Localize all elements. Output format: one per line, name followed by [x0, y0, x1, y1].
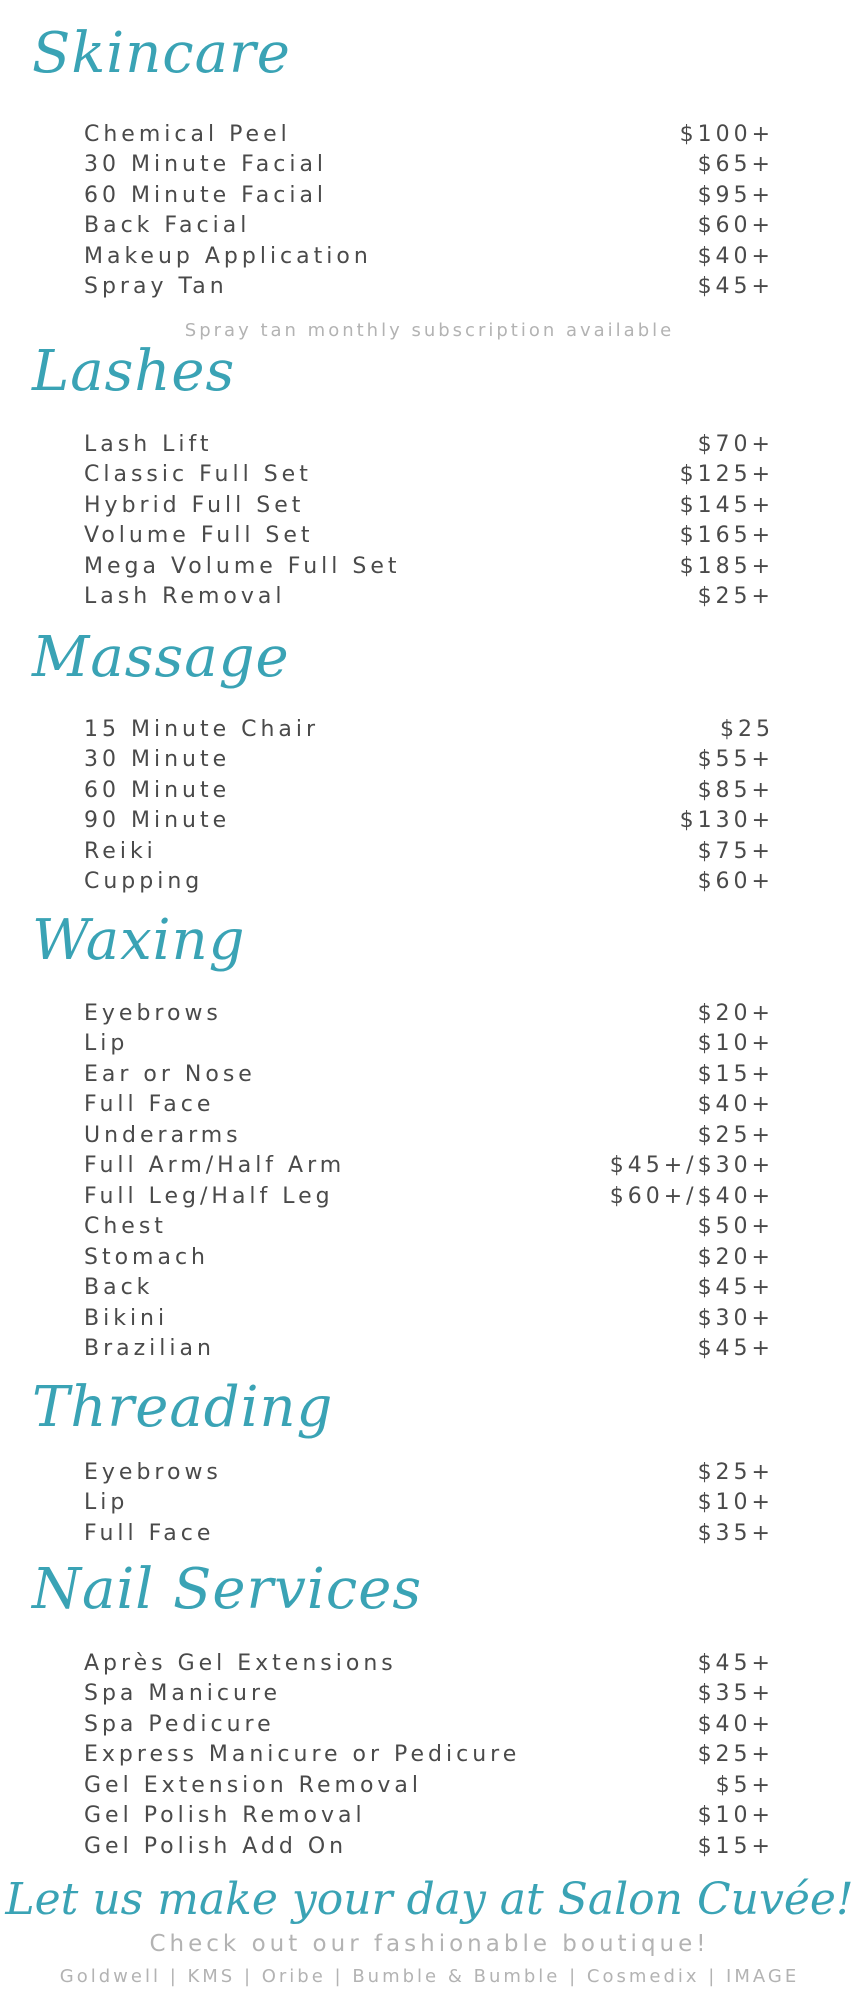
item-name: 90 Minute: [84, 808, 231, 834]
item-name: Volume Full Set: [84, 523, 314, 549]
item-name: Back Facial: [84, 213, 251, 239]
section-title-threading: Threading: [32, 1375, 334, 1440]
list-item: [84, 1303, 774, 1334]
item-price: $25+: [697, 1742, 774, 1768]
list-item: [84, 490, 774, 521]
item-name: Chemical Peel: [84, 121, 291, 147]
closing-tagline: Let us make your day at Salon Cuvée!: [5, 1874, 854, 1925]
item-price: $40+: [697, 243, 774, 269]
lashes-list: [84, 429, 774, 612]
list-item: [84, 1120, 774, 1151]
item-name: Hybrid Full Set: [84, 492, 305, 518]
list-item: [84, 1457, 774, 1488]
item-name: 60 Minute Facial: [84, 182, 328, 208]
list-item: [84, 806, 774, 837]
item-name: Reiki: [84, 838, 157, 864]
item-price: $40+: [697, 1092, 774, 1118]
list-item: [84, 1273, 774, 1304]
section-title-massage: Massage: [32, 625, 290, 690]
item-price: $25+: [697, 1122, 774, 1148]
item-price: $95+: [697, 182, 774, 208]
spray-tan-note: Spray tan monthly subscription available: [184, 320, 675, 341]
item-name: Express Manicure or Pedicure: [84, 1742, 521, 1768]
item-price: $50+: [697, 1214, 774, 1240]
item-price: $35+: [697, 1681, 774, 1707]
item-name: Classic Full Set: [84, 462, 312, 488]
item-price: $60+/$40+: [609, 1183, 774, 1209]
item-name: Full Face: [84, 1520, 215, 1546]
nail-services-list: [84, 1648, 774, 1862]
list-item: [84, 1151, 774, 1182]
list-item: [84, 714, 774, 745]
threading-list: [84, 1457, 774, 1549]
item-price: $20+: [697, 1000, 774, 1026]
item-price: $25+: [697, 1459, 774, 1485]
item-price: $35+: [697, 1520, 774, 1546]
boutique-text: Check out our fashionable boutique!: [149, 1931, 710, 1957]
item-price: $15+: [697, 1833, 774, 1859]
item-price: $15+: [697, 1061, 774, 1087]
item-price: $10+: [697, 1490, 774, 1516]
list-item: [84, 745, 774, 776]
item-name: Eyebrows: [84, 1459, 222, 1485]
list-item: [84, 836, 774, 867]
item-name: Après Gel Extensions: [84, 1650, 397, 1676]
list-item: [84, 1648, 774, 1679]
item-name: Spa Pedicure: [84, 1711, 275, 1737]
section-title-skincare: Skincare: [32, 21, 291, 86]
item-price: $10+: [697, 1031, 774, 1057]
section-title-waxing: Waxing: [32, 908, 246, 973]
item-price: $30+: [697, 1305, 774, 1331]
item-name: Lip: [84, 1490, 129, 1516]
list-item: [84, 460, 774, 491]
item-name: Lash Removal: [84, 584, 286, 610]
list-item: [84, 272, 774, 303]
item-price: $45+/$30+: [609, 1153, 774, 1179]
list-item: [84, 241, 774, 272]
brands-list: Goldwell | KMS | Oribe | Bumble & Bumble | Cosmedix | IMAGE: [59, 1966, 800, 1987]
list-item: [84, 1488, 774, 1519]
skincare-list: [84, 119, 774, 302]
item-price: $45+: [697, 1336, 774, 1362]
item-name: Bikini: [84, 1305, 169, 1331]
list-item: [84, 180, 774, 211]
item-price: $10+: [697, 1803, 774, 1829]
list-item: [84, 1242, 774, 1273]
list-item: [84, 1212, 774, 1243]
item-price: $20+: [697, 1244, 774, 1270]
list-item: [84, 150, 774, 181]
list-item: [84, 551, 774, 582]
waxing-list: [84, 998, 774, 1364]
item-price: $60+: [697, 213, 774, 239]
item-price: $45+: [697, 1650, 774, 1676]
list-item: [84, 1801, 774, 1832]
item-name: Ear or Nose: [84, 1061, 256, 1087]
list-item: [84, 521, 774, 552]
item-name: Full Leg/Half Leg: [84, 1183, 334, 1209]
list-item: [84, 998, 774, 1029]
item-name: 60 Minute: [84, 777, 231, 803]
item-price: $130+: [679, 808, 774, 834]
item-name: Spray Tan: [84, 274, 228, 300]
list-item: [84, 1334, 774, 1365]
item-price: $100+: [679, 121, 774, 147]
item-price: $45+: [697, 274, 774, 300]
item-price: $75+: [697, 838, 774, 864]
item-price: $45+: [697, 1275, 774, 1301]
item-price: $25: [720, 716, 774, 742]
item-price: $70+: [697, 431, 774, 457]
list-item: [84, 867, 774, 898]
list-item: [84, 1709, 774, 1740]
item-name: Full Arm/Half Arm: [84, 1153, 346, 1179]
item-name: 30 Minute Facial: [84, 152, 328, 178]
item-name: Full Face: [84, 1092, 215, 1118]
section-title-lashes: Lashes: [32, 339, 236, 404]
list-item: [84, 1679, 774, 1710]
list-item: [84, 1059, 774, 1090]
section-title-nail-services: Nail Services: [32, 1557, 423, 1622]
item-price: $60+: [697, 869, 774, 895]
item-name: Gel Polish Add On: [84, 1833, 348, 1859]
item-name: Brazilian: [84, 1336, 215, 1362]
massage-list: [84, 714, 774, 897]
list-item: [84, 1740, 774, 1771]
item-name: 30 Minute: [84, 747, 231, 773]
item-price: $55+: [697, 747, 774, 773]
list-item: [84, 1770, 774, 1801]
list-item: [84, 775, 774, 806]
item-name: Lash Lift: [84, 431, 213, 457]
item-name: Underarms: [84, 1122, 242, 1148]
item-price: $5+: [715, 1772, 774, 1798]
list-item: [84, 1029, 774, 1060]
item-price: $125+: [679, 462, 774, 488]
item-price: $65+: [697, 152, 774, 178]
item-name: Makeup Application: [84, 243, 372, 269]
item-name: Chest: [84, 1214, 167, 1240]
list-item: [84, 211, 774, 242]
item-name: Cupping: [84, 869, 204, 895]
item-name: Spa Manicure: [84, 1681, 282, 1707]
item-name: Lip: [84, 1031, 129, 1057]
item-name: Eyebrows: [84, 1000, 222, 1026]
item-name: Stomach: [84, 1244, 210, 1270]
item-price: $145+: [679, 492, 774, 518]
item-price: $185+: [679, 553, 774, 579]
item-price: $85+: [697, 777, 774, 803]
item-name: Mega Volume Full Set: [84, 553, 401, 579]
list-item: [84, 1831, 774, 1862]
item-name: Back: [84, 1275, 154, 1301]
list-item: [84, 1181, 774, 1212]
list-item: [84, 429, 774, 460]
item-price: $25+: [697, 584, 774, 610]
item-price: $165+: [679, 523, 774, 549]
list-item: [84, 1090, 774, 1121]
list-item: [84, 1518, 774, 1549]
item-price: $40+: [697, 1711, 774, 1737]
item-name: 15 Minute Chair: [84, 716, 320, 742]
list-item: [84, 119, 774, 150]
item-name: Gel Polish Removal: [84, 1803, 366, 1829]
list-item: [84, 582, 774, 613]
item-name: Gel Extension Removal: [84, 1772, 423, 1798]
